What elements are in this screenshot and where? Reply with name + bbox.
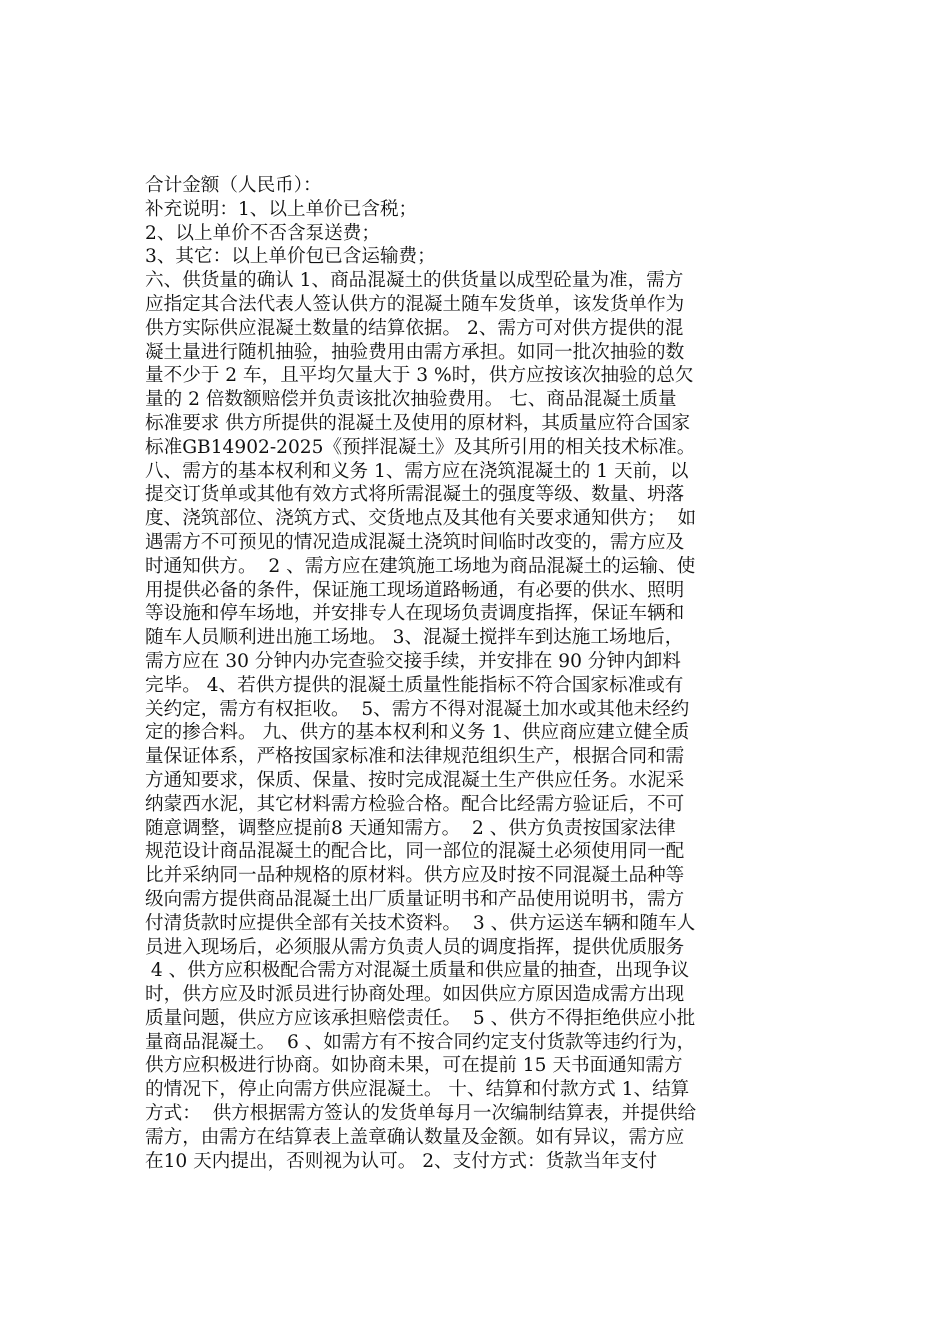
text-line: 标准GB14902-2025《预拌混凝土》及其所引用的相关技术标准。 (145, 436, 696, 458)
text-line: 方通知要求，保质、保量、按时完成混凝土生产供应任务。水泥采 (145, 769, 685, 791)
text-line: 八、需方的基本权利和义务 1、需方应在浇筑混凝土的 1 天前，以 (145, 460, 689, 482)
text-line: 定的掺合料。 九、供方的基本权利和义务 1、供应商应建立健全质 (145, 722, 690, 744)
text-line: 完毕。 4、若供方提供的混凝土质量性能指标不符合国家标准或有 (145, 674, 684, 696)
text-line: 应指定其合法代表人签认供方的混凝土随车发货单，该发货单作为 (145, 293, 685, 315)
text-line: 2、以上单价不否含泵送费； (145, 222, 380, 244)
text-line: 供方应积极进行协商。如协商未果，可在提前 15 天书面通知需方 (145, 1055, 683, 1077)
text-line: 3、其它：以上单价包已含运输费； (145, 246, 436, 268)
text-line: 需方应在 30 分钟内办完查验交接手续，并安排在 90 分钟内卸料 (145, 650, 681, 672)
text-line: 量商品混凝土。 6 、如需方有不按合同约定支付货款等违约行为， (145, 1031, 696, 1053)
text-line: 在10 天内提出，否则视为认可。 2、支付方式：货款当年支付 (145, 1150, 658, 1172)
text-line: 量的 2 倍数额赔偿并负责该批次抽验费用。 七、商品混凝土质量 (145, 389, 677, 411)
text-line: 量保证体系，严格按国家标准和法律规范组织生产，根据合同和需 (145, 746, 685, 768)
text-line: 等设施和停车场地，并安排专人在现场负责调度指挥，保证车辆和 (145, 603, 685, 625)
text-line: 标准要求 供方所提供的混凝土及使用的原材料，其质量应符合国家 (145, 412, 691, 434)
text-line: 需方，由需方在结算表上盖章确认数量及金额。如有异议，需方应 (145, 1126, 685, 1148)
text-line: 员进入现场后，必须服从需方负责人员的调度指挥，提供优质服务 (145, 936, 685, 958)
text-line: 遇需方不可预见的情况造成混凝土浇筑时间临时改变的，需方应及 (145, 531, 685, 553)
text-line: 时，供方应及时派员进行协商处理。如因供应方原因造成需方出现 (145, 984, 685, 1006)
text-line: 度、浇筑部位、浇筑方式、交货地点及其他有关要求通知供方； 如 (145, 508, 697, 530)
text-line: 用提供必备的条件，保证施工现场道路畅通，有必要的供水、照明 (145, 579, 685, 601)
text-line: 的情况下，停止向需方供应混凝土。 十、结算和付款方式 1、结算 (145, 1079, 690, 1101)
text-line: 提交订货单或其他有效方式将所需混凝土的强度等级、数量、坍落 (145, 484, 685, 506)
text-line: 质量问题，供应方应该承担赔偿责任。 5 、供方不得拒绝供应小批 (145, 1007, 696, 1029)
text-line: 合计金额（人民币）： (145, 175, 322, 196)
document-body (145, 174, 810, 1173)
text-line: 级向需方提供商品混凝土出厂质量证明书和产品使用说明书，需方 (145, 888, 685, 910)
text-line: 4 、供方应积极配合需方对混凝土质量和供应量的抽查，出现争议 (145, 960, 690, 982)
text-line: 随意调整，调整应提前8 天通知需方。 2 、供方负责按国家法律 (145, 817, 676, 839)
text-line: 随车人员顺利进出施工场地。 3、混凝土搅拌车到达施工场地后， (145, 627, 684, 649)
text-line: 规范设计商品混凝土的配合比，同一部位的混凝土必须使用同一配 (145, 841, 685, 863)
text-line: 量不少于 2 车，且平均欠量大于 3 %时，供方应按该次抽验的总欠 (145, 365, 694, 387)
text-line: 凝土量进行随机抽验，抽验费用由需方承担。如同一批次抽验的数 (145, 341, 685, 363)
text-line: 六、供货量的确认 1、商品混凝土的供货量以成型砼量为准，需方 (145, 270, 684, 292)
text-line: 时通知供方。 2 、需方应在建筑施工场地为商品混凝土的运输、使 (145, 555, 696, 577)
text-line: 供方实际供应混凝土数量的结算依据。 2、需方可对供方提供的混 (145, 317, 684, 339)
text-line: 比并采纳同一品种规格的原材料。供方应及时按不同混凝土品种等 (145, 865, 685, 887)
text-line: 付清货款时应提供全部有关技术资料。 3 、供方运送车辆和随车人 (145, 912, 696, 934)
text-line: 关约定，需方有权拒收。 5、需方不得对混凝土加水或其他未经约 (145, 698, 690, 720)
text-line: 补充说明：1、以上单价已含税； (145, 198, 418, 220)
text-line: 方式： 供方根据需方签认的发货单每月一次编制结算表，并提供给 (145, 1103, 697, 1125)
text-line: 纳蒙西水泥，其它材料需方检验合格。配合比经需方验证后，不可 (145, 793, 685, 815)
